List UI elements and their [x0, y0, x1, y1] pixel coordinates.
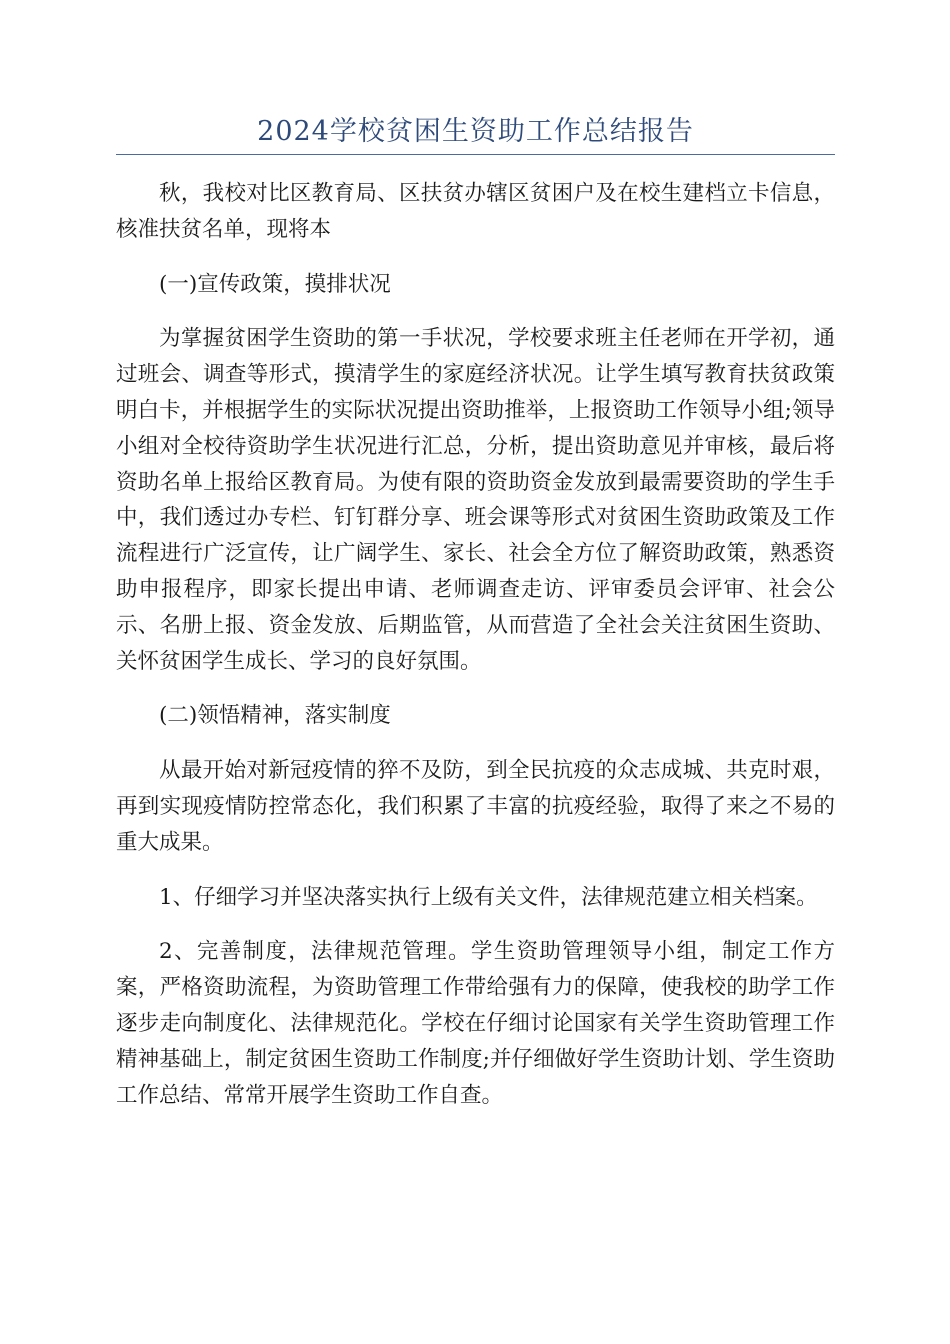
body-paragraph: 为掌握贫困学生资助的第一手状况，学校要求班主任老师在开学初，通过班会、调查等形式，摸清学生的家庭经济状况。让学生填写教育扶贫政策明白卡，并根据学生的实际状况提出资助推举，上报资助工作领导小组;领导小组对全校待资助学生状况进行汇总，分析，提出资助意见并审核，最后将资助名单上报给区教育局。为使有限的资助资金发放到最需要资助的学生手中，我们透过办专栏、钉钉群分享、班会课等形式对贫困生资助政策及工作流程进行广泛宣传，让广阔学生、家长、社会全方位了解资助政策，熟悉资助申报程序，即家长提出申请、老师调查走访、评审委员会评审、社会公示、名册上报、资金发放、后期监管，从而营造了全社会关注贫困生资助、关怀贫困学生成长、学习的良好氛围。: [116, 326, 835, 674]
list-item-2: 2、完善制度，法律规范管理。学生资助管理领导小组，制定工作方案，严格资助流程，为资助管理工作带给强有力的保障，使我校的助学工作逐步走向制度化、法律规范化。学校在仔细讨论国家有关学生资助管理工作精神基础上，制定贫困生资助工作制度;并仔细做好学生资助计划、学生资助工作总结、常常开展学生资助工作自查。: [116, 939, 835, 1108]
section-heading-2: (二)领悟精神，落实制度: [159, 703, 391, 729]
intro-paragraph: 秋，我校对比区教育局、区扶贫办辖区贫困户及在校生建档立卡信息，核准扶贫名单，现将本: [116, 181, 835, 242]
document-title: 2024学校贫困生资助工作总结报告: [257, 116, 694, 147]
body-paragraph: 从最开始对新冠疫情的猝不及防，到全民抗疫的众志成城、共克时艰，再到实现疫情防控常态化，我们积累了丰富的抗疫经验，取得了来之不易的重大成果。: [116, 758, 835, 855]
title-underline: [116, 154, 835, 155]
section-heading-1: (一)宣传政策，摸排状况: [159, 271, 391, 297]
list-item-1: 1、仔细学习并坚决落实执行上级有关文件，法律规范建立相关档案。: [159, 884, 818, 910]
document-body: [116, 176, 835, 1132]
